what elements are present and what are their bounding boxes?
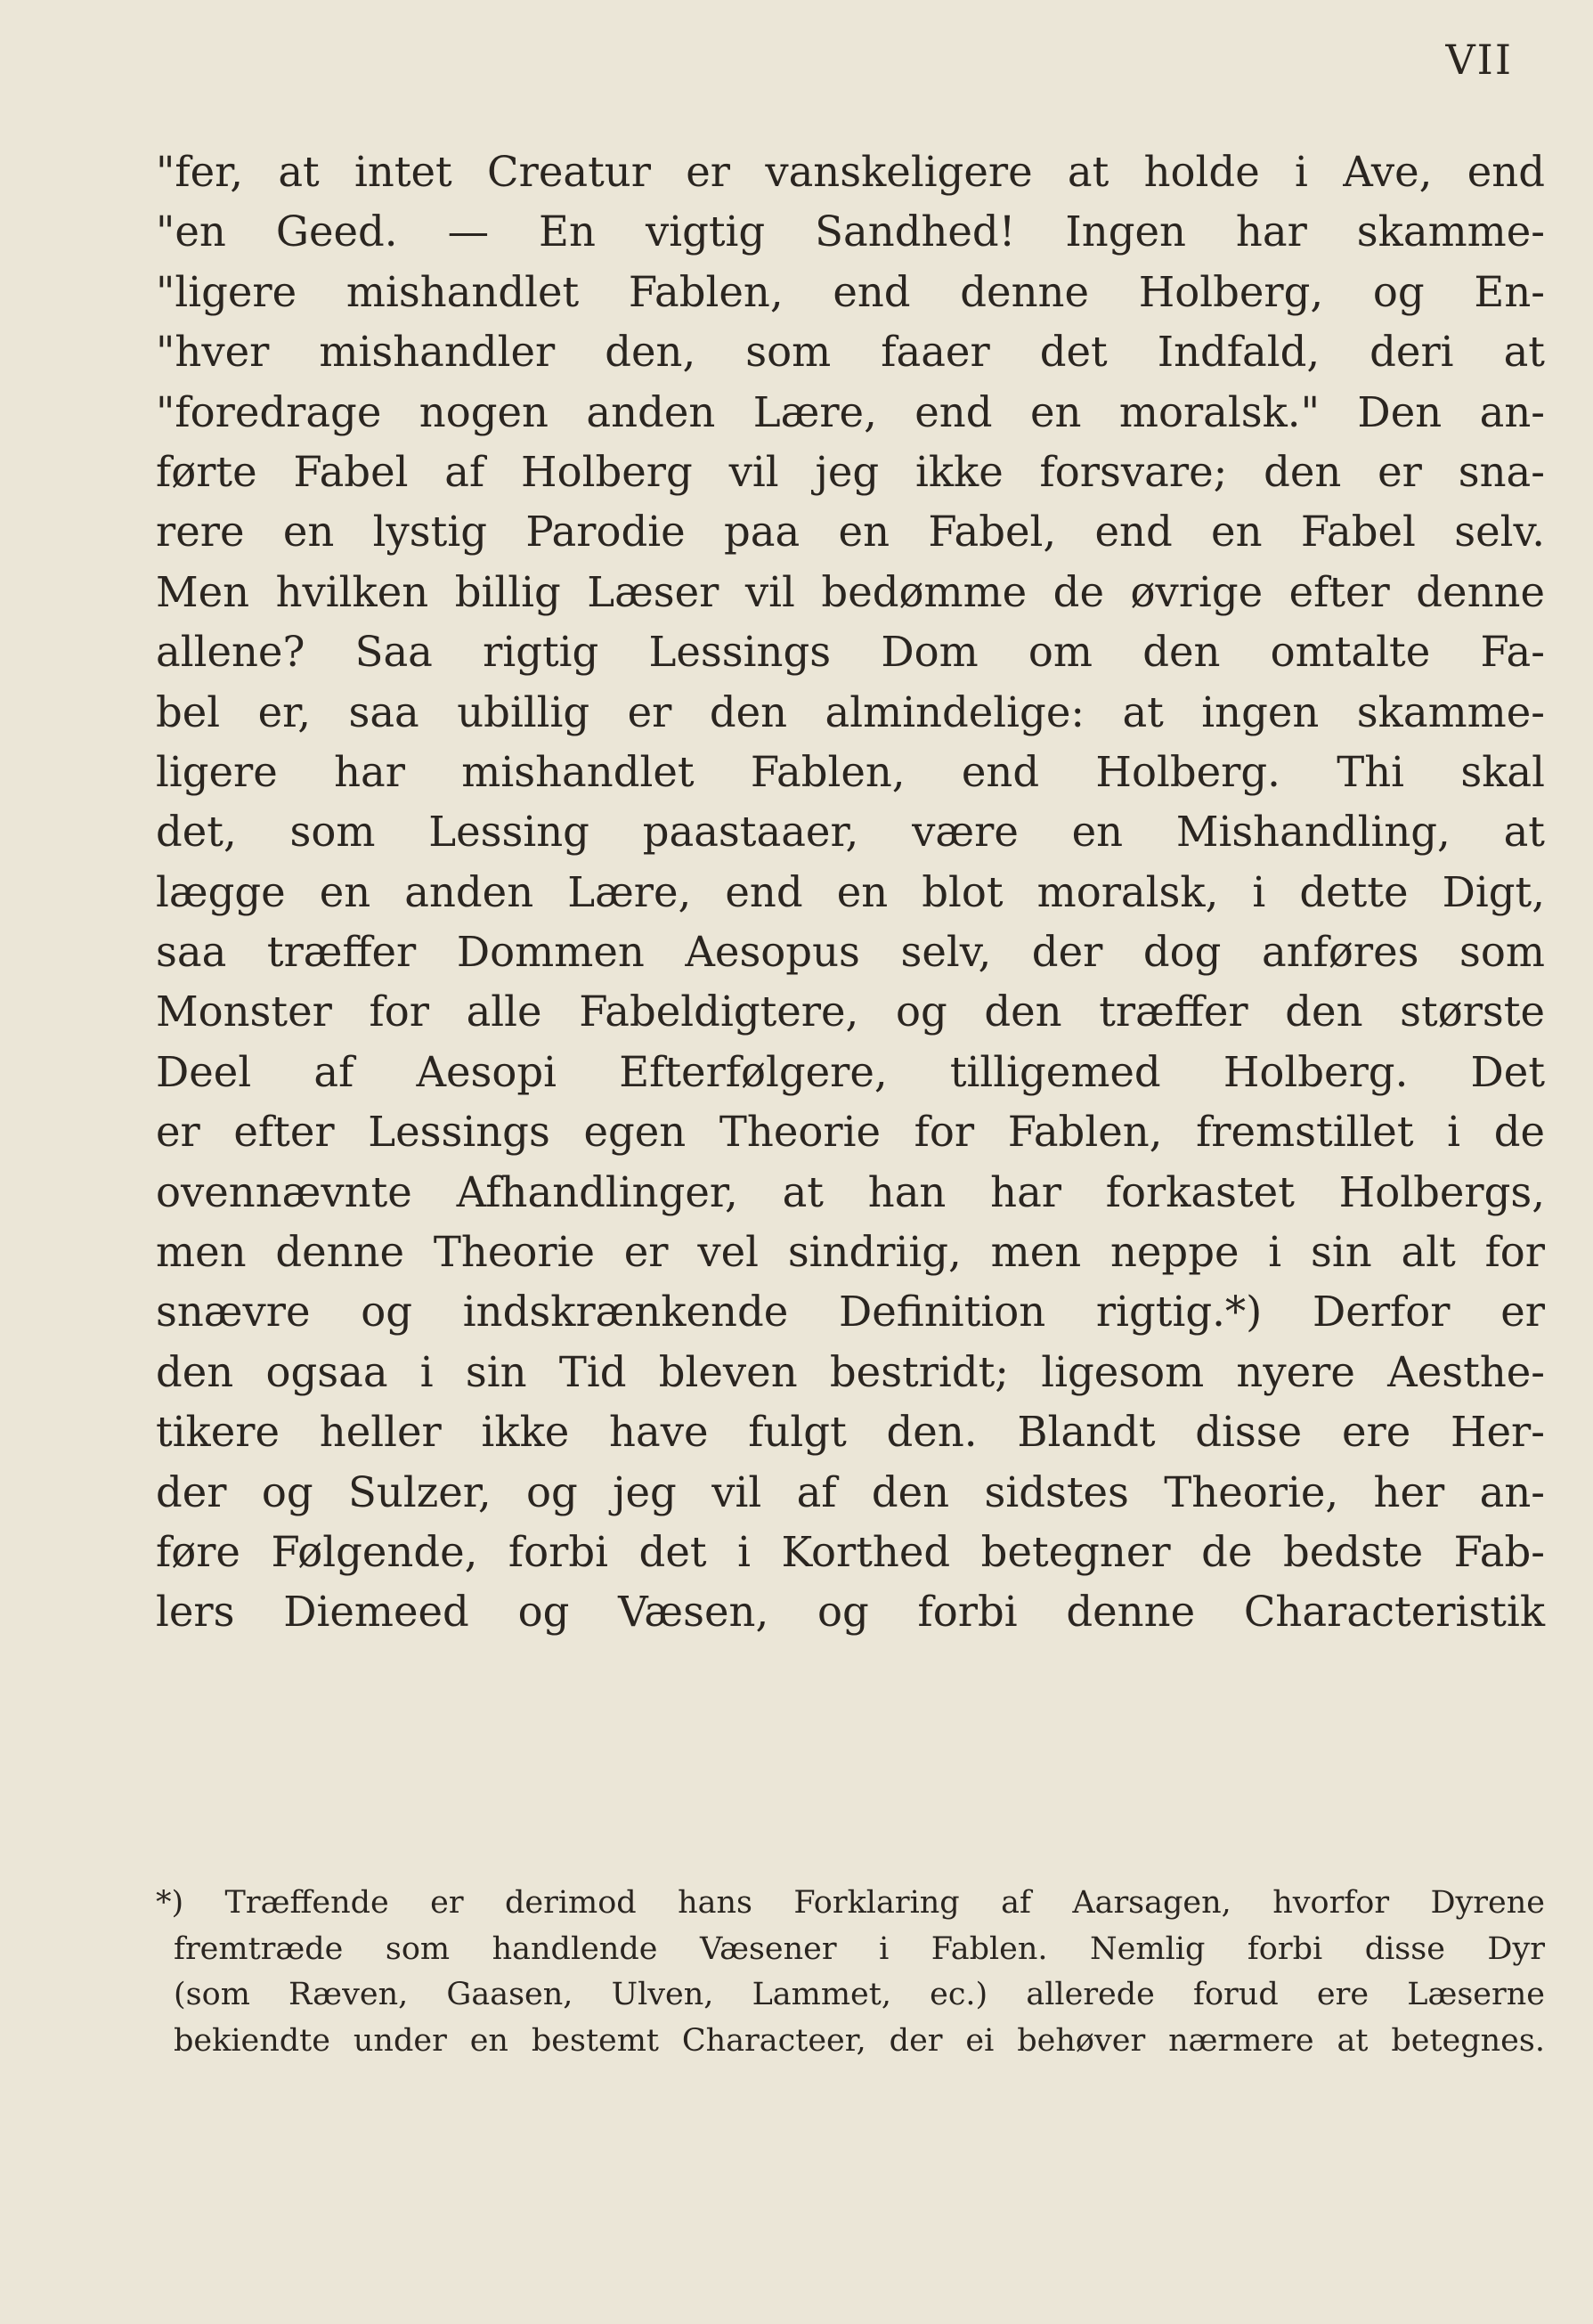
text-line: rere en lystig Parodie paa en Fabel, end en Fabel selv. [156, 508, 1545, 557]
text-line: allene? Saa rigtig Lessings Dom om den omtalte Fa- [156, 628, 1545, 677]
footnote-line: (som Ræven, Gaasen, Ulven, Lammet, ec.) allerede forud ere Læserne [174, 1977, 1545, 2012]
main-text-block [156, 142, 1545, 1643]
text-line: men denne Theorie er vel sindriig, men neppe i sin alt for [156, 1228, 1545, 1277]
text-line: er efter Lessings egen Theorie for Fablen, fremstillet i de [156, 1108, 1545, 1157]
text-line: "foredrage nogen anden Lære, end en moralsk." Den an- [156, 387, 1545, 436]
footnote-line: bekiendte under en bestemt Characteer, der ei behøver nærmere at betegnes. [174, 2022, 1545, 2059]
text-line: ovennævnte Afhandlinger, at han har forkastet Holbergs, [156, 1167, 1545, 1216]
text-line: "en Geed. — En vigtig Sandhed! Ingen har skamme- [156, 207, 1545, 256]
text-line: "hver mishandler den, som faaer det Indfald, deri at [156, 328, 1545, 377]
text-line: der og Sulzer, og jeg vil af den sidstes Theorie, her an- [156, 1467, 1545, 1516]
page-number: VII [1445, 36, 1513, 84]
text-line: Monster for alle Fabeldigtere, og den træffer den største [156, 987, 1545, 1036]
text-line: "ligere mishandlet Fablen, end denne Holberg, og En- [156, 267, 1545, 316]
text-line: førte Fabel af Holberg vil jeg ikke forsvare; den er sna- [156, 447, 1545, 496]
footnote-line: *) Træffende er derimod hans Forklaring af Aarsagen, hvorfor Dyrene [156, 1885, 1545, 1921]
text-line: snævre og indskrænkende Definition rigtig.*) Derfor er [156, 1288, 1545, 1337]
text-line: tikere heller ikke have fulgt den. Blandt disse ere Her- [156, 1408, 1545, 1457]
footnote-line: fremtræde som handlende Væsener i Fablen. Nemlig forbi disse Dyr [174, 1930, 1545, 1967]
footnote-block [156, 1881, 1545, 2064]
text-line: Deel af Aesopi Efterfølgere, tilligemed Holberg. Det [156, 1047, 1545, 1096]
text-line: bel er, saa ubillig er den almindelige: at ingen skamme- [156, 687, 1545, 736]
text-line: lægge en anden Lære, end en blot moralsk, i dette Digt, [156, 867, 1545, 916]
text-line: føre Følgende, forbi det i Korthed betegner de bedste Fab- [156, 1527, 1545, 1576]
text-line: den ogsaa i sin Tid bleven bestridt; ligesom nyere Aesthe- [156, 1347, 1545, 1396]
text-line: saa træffer Dommen Aesopus selv, der dog anføres som [156, 928, 1545, 977]
text-line: det, som Lessing paastaaer, være en Mishandling, at [156, 808, 1545, 857]
text-line: lers Diemeed og Væsen, og forbi denne Characteristik [156, 1588, 1545, 1637]
text-line: ligere har mishandlet Fablen, end Holberg. Thi skal [156, 747, 1545, 796]
text-line: Men hvilken billig Læser vil bedømme de øvrige efter denne [156, 567, 1545, 616]
text-line: "fer, at intet Creatur er vanskeligere at holde i Ave, end [156, 148, 1545, 196]
